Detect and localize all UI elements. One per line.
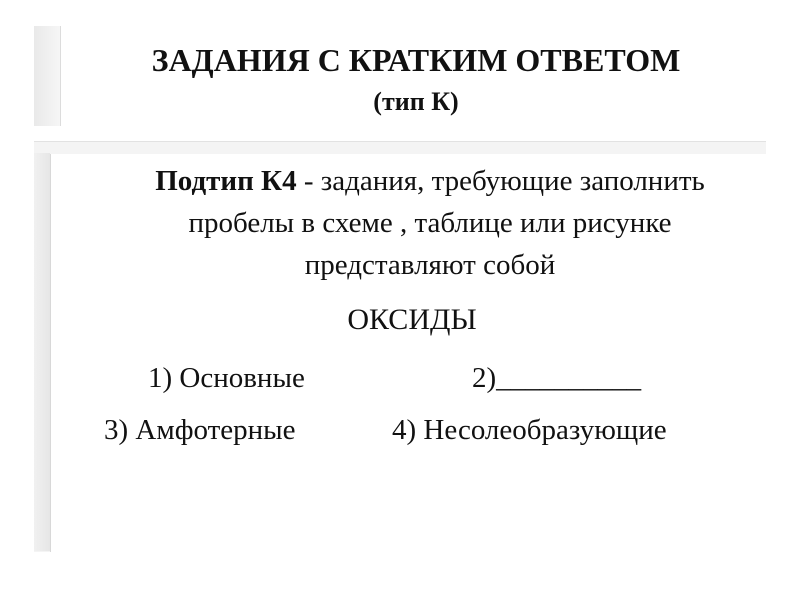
slide-title-line1: ЗАДАНИЯ С КРАТКИМ ОТВЕТОМ	[151, 42, 681, 78]
option-3: 3) Амфотерные	[104, 414, 296, 446]
subtype-text: - задания, требующие заполнить пробелы в схеме , таблице или рисунке представляют собой	[188, 165, 705, 281]
subtype-description	[106, 160, 754, 286]
option-1: 1) Основные	[148, 362, 305, 394]
subtype-label: Подтип К4	[155, 165, 297, 197]
content-panel-edge	[34, 153, 50, 551]
slide-title-line2: (тип К)	[373, 87, 459, 116]
slide-title	[60, 40, 772, 122]
title-accent-bar	[34, 26, 61, 126]
option-4: 4) Несолеобразующие	[392, 414, 667, 446]
oxides-heading: ОКСИДЫ	[347, 303, 477, 336]
option-2-blank: 2)__________	[472, 362, 642, 394]
